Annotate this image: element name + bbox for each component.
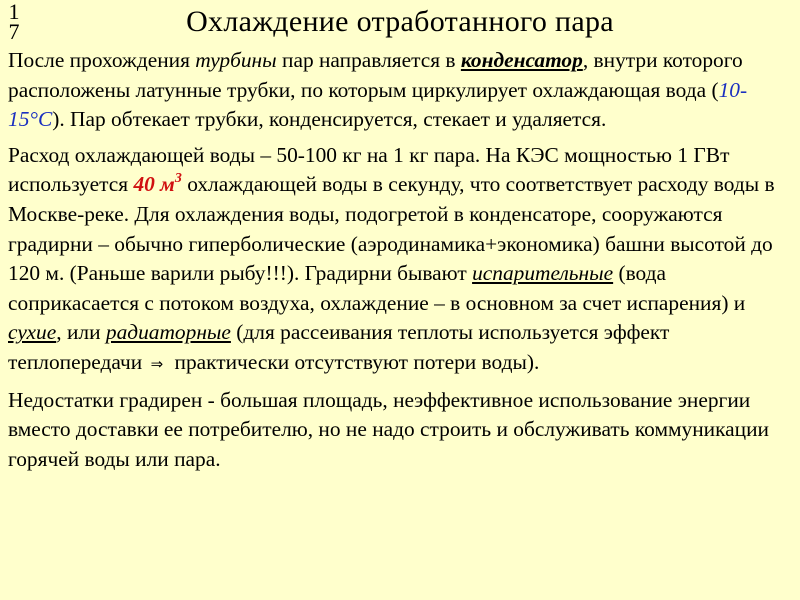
text-span: пар направляется в bbox=[276, 48, 461, 72]
text-span: практически отсутствуют потери воды). bbox=[169, 349, 540, 374]
text-span: охлаждающей воды в секунду, что соответствует расходу воды в Москве-реке. Для охлаждения воды, подогретой в конденсаторе, сооружаются градирни – обычно гиперболические (аэродинамика+экономика) башни высотой до 120 м. (Раньше варили рыбу!!!). Градирни бывают bbox=[8, 172, 775, 286]
text-span: Расход охлаждающей воды – 50-100 кг на 1 кг пара. На КЭС мощностью 1 ГВт используется bbox=[8, 142, 730, 197]
text-span: , или bbox=[56, 320, 106, 345]
term-condenser: конденсатор bbox=[460, 48, 583, 72]
slide-body bbox=[8, 46, 798, 474]
implies-arrow-icon: ⇒ bbox=[150, 354, 164, 373]
slide-title: Охлаждение отработанного пара bbox=[186, 5, 614, 38]
water-volume-exponent: 3 bbox=[174, 171, 182, 187]
paragraph-condenser bbox=[8, 46, 798, 135]
water-volume-value: 40 м bbox=[133, 172, 175, 197]
term-turbine: турбины bbox=[195, 48, 277, 72]
text-span: , внутри которого расположены латунные трубки, по которым циркулирует охлаждающая вода ( bbox=[8, 48, 743, 102]
term-dry: сухие bbox=[8, 320, 57, 345]
slide-number: 17 bbox=[8, 0, 20, 44]
term-radiator: радиаторные bbox=[105, 320, 231, 345]
water-volume bbox=[133, 172, 181, 196]
paragraph-cooling-towers bbox=[8, 141, 798, 380]
text-span: (вода соприкасается с потоком воздуха, охлаждение – в основном за счет испарения) и bbox=[8, 261, 746, 315]
text-span: ). Пар обтекает трубки, конденсируется, стекает и удаляется. bbox=[52, 107, 607, 132]
text-span: После прохождения bbox=[8, 48, 196, 72]
temperature-range: 10-15°С bbox=[8, 77, 748, 132]
paragraph-disadvantages: Недостатки градирен - большая площадь, неэффективное использование энергии вместо доставки ее потребителю, но не надо строить и обслуживать коммуникации горячей воды или пара. bbox=[8, 387, 770, 471]
text-span: (для рассеивания теплоты используется эффект теплопередачи bbox=[8, 320, 670, 374]
term-evaporative: испарительные bbox=[472, 261, 614, 286]
